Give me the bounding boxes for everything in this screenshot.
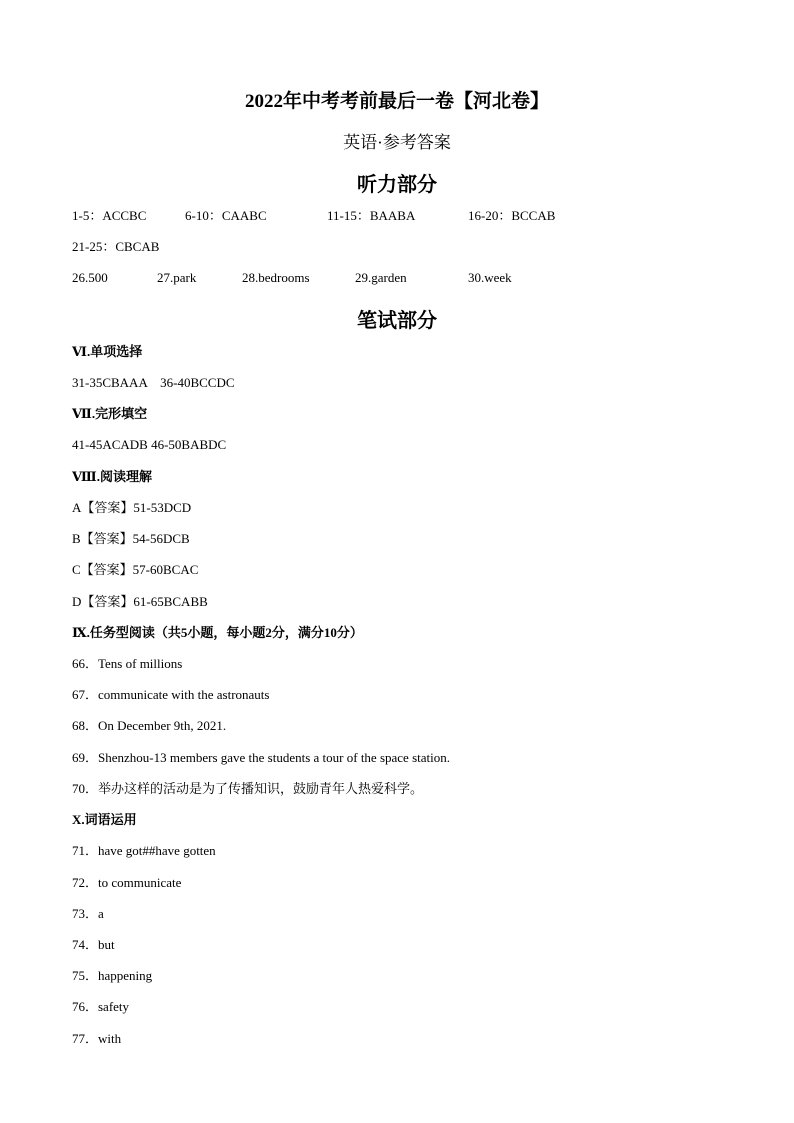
listening-heading: 听力部分	[357, 174, 437, 196]
answer-line: D【答案】61-65BCABB	[72, 594, 208, 609]
answer-item: 30.week	[468, 270, 512, 285]
section-title: X.词语运用	[72, 812, 137, 827]
answer-line: A【答案】51-53DCD	[72, 500, 192, 515]
section-title: Ⅶ.完形填空	[72, 406, 148, 421]
answer-line: 41-45ACADB 46-50BABDC	[72, 437, 227, 452]
answer-line: B【答案】54-56DCB	[72, 531, 190, 546]
answer-line: C【答案】57-60BCAC	[72, 562, 199, 577]
answer-group: 11-15：BAABA	[327, 208, 416, 223]
answer-line: 71．have got##have gotten	[72, 843, 216, 858]
answer-group: 16-20：BCCAB	[468, 208, 556, 223]
answer-line: 73．a	[72, 906, 104, 921]
answer-line: 77．with	[72, 1031, 122, 1046]
answer-line: 72．to communicate	[72, 875, 182, 890]
answer-group: 6-10：CAABC	[185, 208, 267, 223]
answer-line: 68．On December 9th, 2021.	[72, 718, 227, 733]
answer-line: 75．happening	[72, 968, 153, 983]
answer-item: 27.park	[157, 270, 197, 285]
answer-line: 66．Tens of millions	[72, 656, 183, 671]
page-title: 2022年中考考前最后一卷【河北卷】	[244, 91, 549, 112]
section-title: Ⅸ.任务型阅读（共5小题，每小题2分，满分10分）	[72, 625, 363, 640]
answer-item: 26.500	[72, 270, 108, 285]
answer-line: 69．Shenzhou-13 members gave the students a tour of the space station.	[72, 750, 450, 765]
answer-item: 29.garden	[355, 270, 407, 285]
answer-line: 74．but	[72, 937, 115, 952]
answer-group: 21-25：CBCAB	[72, 239, 160, 254]
section-title: Ⅵ.单项选择	[72, 344, 143, 359]
written-heading: 笔试部分	[357, 310, 437, 332]
section-title: Ⅷ.阅读理解	[72, 469, 152, 484]
answer-item: 28.bedrooms	[242, 270, 310, 285]
answer-line: 76．safety	[72, 999, 130, 1014]
answer-group: 1-5：ACCBC	[72, 208, 147, 223]
answer-line: 67．communicate with the astronauts	[72, 687, 270, 702]
answer-line: 31-35CBAAA 36-40BCCDC	[72, 375, 235, 390]
answer-line: 70．举办这样的活动是为了传播知识，鼓励青年人热爱科学。	[72, 781, 424, 796]
page-subtitle: 英语·参考答案	[343, 133, 451, 152]
